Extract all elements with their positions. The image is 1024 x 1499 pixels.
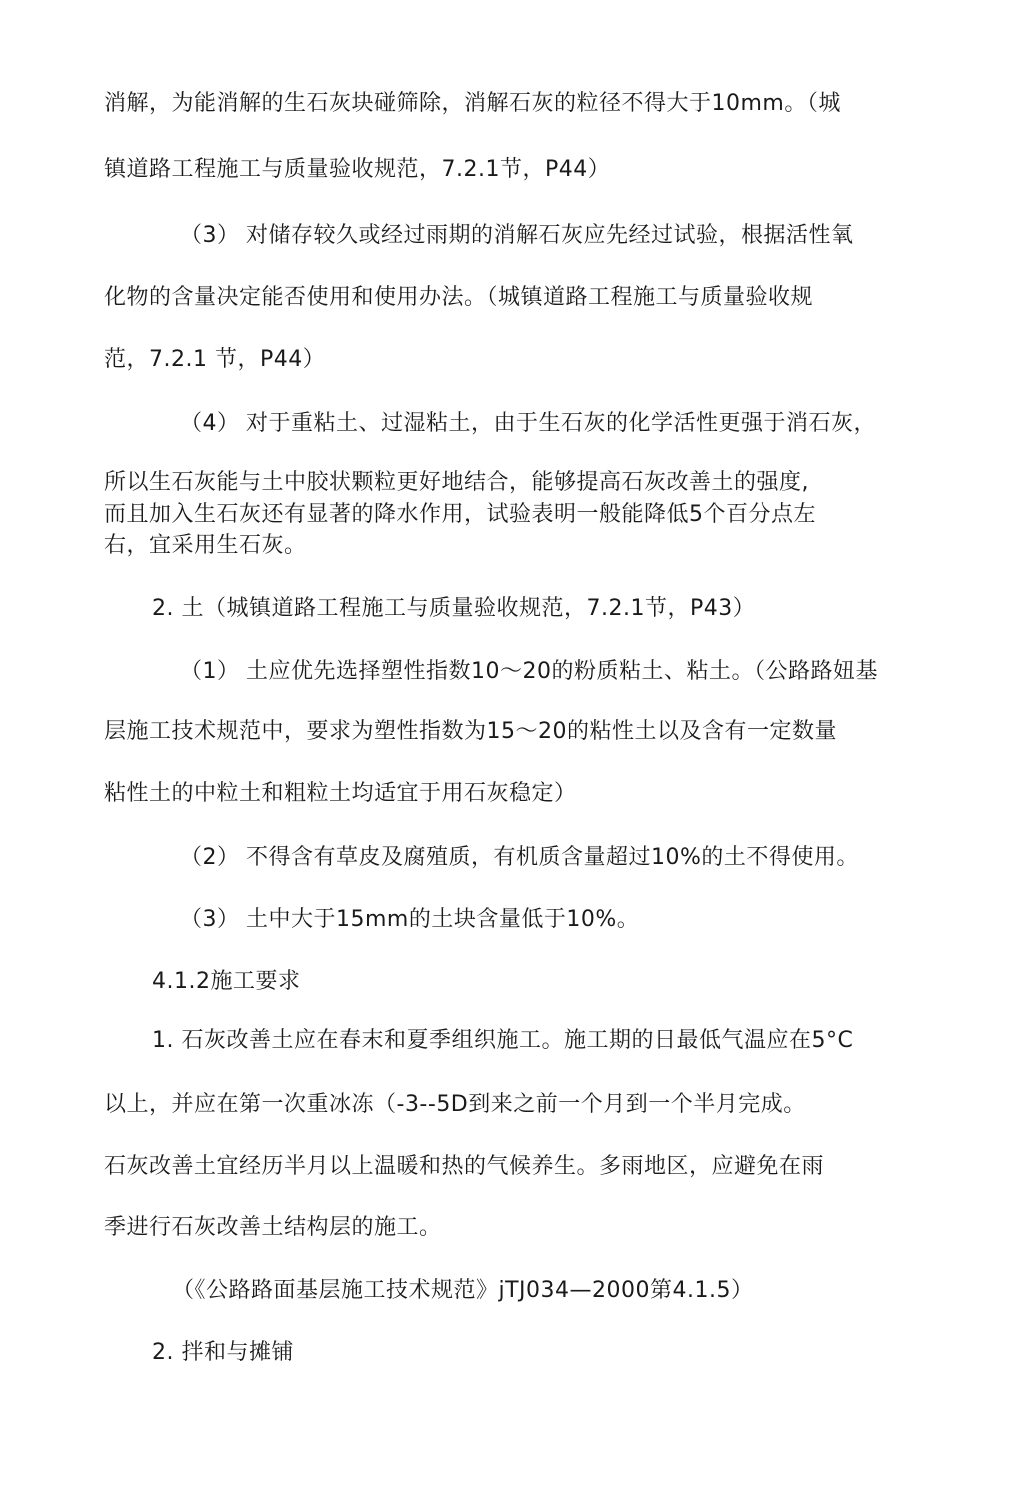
list-item-line bbox=[180, 843, 859, 873]
line-text: 镇道路工程施工与质量验收规范，7.2.1节，P44） bbox=[104, 157, 611, 182]
list-item-line bbox=[180, 657, 878, 687]
list-item-line bbox=[180, 409, 876, 439]
paragraph-line bbox=[104, 1090, 806, 1120]
citation-line bbox=[172, 1276, 754, 1306]
paragraph-line bbox=[104, 779, 577, 809]
paragraph-line bbox=[104, 717, 837, 747]
line-text: 土应优先选择塑性指数10～20的粉质粘土、粘土。（公路路妞基 bbox=[246, 659, 878, 684]
line-text: 对储存较久或经过雨期的消解石灰应先经过试验，根据活性氧 bbox=[246, 223, 854, 248]
line-text: 1. 石灰改善土应在春末和夏季组织施工。施工期的日最低气温应在5°C bbox=[152, 1028, 854, 1053]
line-text: 2. 土（城镇道路工程施工与质量验收规范，7.2.1节，P43） bbox=[152, 596, 756, 621]
paragraph-line bbox=[104, 155, 610, 185]
line-text: 右，宜采用生石灰。 bbox=[104, 533, 307, 558]
paragraph-line bbox=[104, 531, 307, 561]
paragraph-line bbox=[104, 89, 841, 119]
line-text: 粘性土的中粒土和粗粒土均适宜于用石灰稳定） bbox=[104, 781, 577, 806]
line-text: （《公路路面基层施工技术规范》jTJ034—2000第4.1.5） bbox=[172, 1278, 754, 1303]
line-text: 而且加入生石灰还有显著的降水作用，试验表明一般能降低5个百分点左 bbox=[104, 502, 816, 527]
line-text: 2. 拌和与摊铺 bbox=[152, 1340, 294, 1365]
list-item-line bbox=[152, 1026, 853, 1056]
line-text: 化物的含量决定能否使用和使用办法。（城镇道路工程施工与质量验收规 bbox=[104, 285, 814, 310]
item-number: （2） bbox=[180, 845, 240, 870]
line-text: 范，7.2.1 节，P44） bbox=[104, 347, 326, 372]
line-text: 不得含有草皮及腐殖质，有机质含量超过10%的土不得使用。 bbox=[246, 845, 859, 870]
list-item-line bbox=[180, 905, 639, 935]
line-text: 4.1.2施工要求 bbox=[152, 969, 301, 994]
item-number: （3） bbox=[180, 907, 240, 932]
item-number: （3） bbox=[180, 223, 240, 248]
line-text: 所以生石灰能与土中胶状颗粒更好地结合，能够提高石灰改善土的强度, bbox=[104, 470, 809, 495]
paragraph-line bbox=[104, 1213, 442, 1243]
item-number: （4） bbox=[180, 411, 240, 436]
paragraph-line bbox=[104, 345, 325, 375]
line-text: 季进行石灰改善土结构层的施工。 bbox=[104, 1215, 442, 1240]
line-text: 土中大于15mm的土块含量低于10%。 bbox=[246, 907, 640, 932]
line-text: 层施工技术规范中，要求为塑性指数为15～20的粘性土以及含有一定数量 bbox=[104, 719, 837, 744]
paragraph-line bbox=[104, 1152, 824, 1182]
item-number: （1） bbox=[180, 659, 240, 684]
line-text: 以上，并应在第一次重冰冻（-3--5D到来之前一个月到一个半月完成。 bbox=[104, 1092, 806, 1117]
line-text: 消解，为能消解的生石灰块碰筛除，消解石灰的粒径不得大于10mm。（城 bbox=[104, 91, 841, 116]
paragraph-line bbox=[104, 283, 813, 313]
line-text: 对于重粘土、过湿粘土，由于生石灰的化学活性更强于消石灰， bbox=[246, 411, 877, 436]
section-heading-line bbox=[152, 594, 755, 624]
list-item-line bbox=[152, 1338, 294, 1368]
section-heading-line bbox=[152, 967, 300, 997]
paragraph-line bbox=[104, 468, 809, 498]
paragraph-line bbox=[104, 500, 816, 530]
line-text: 石灰改善土宜经历半月以上温暖和热的气候养生。多雨地区，应避免在雨 bbox=[104, 1154, 825, 1179]
list-item-line bbox=[180, 221, 854, 251]
